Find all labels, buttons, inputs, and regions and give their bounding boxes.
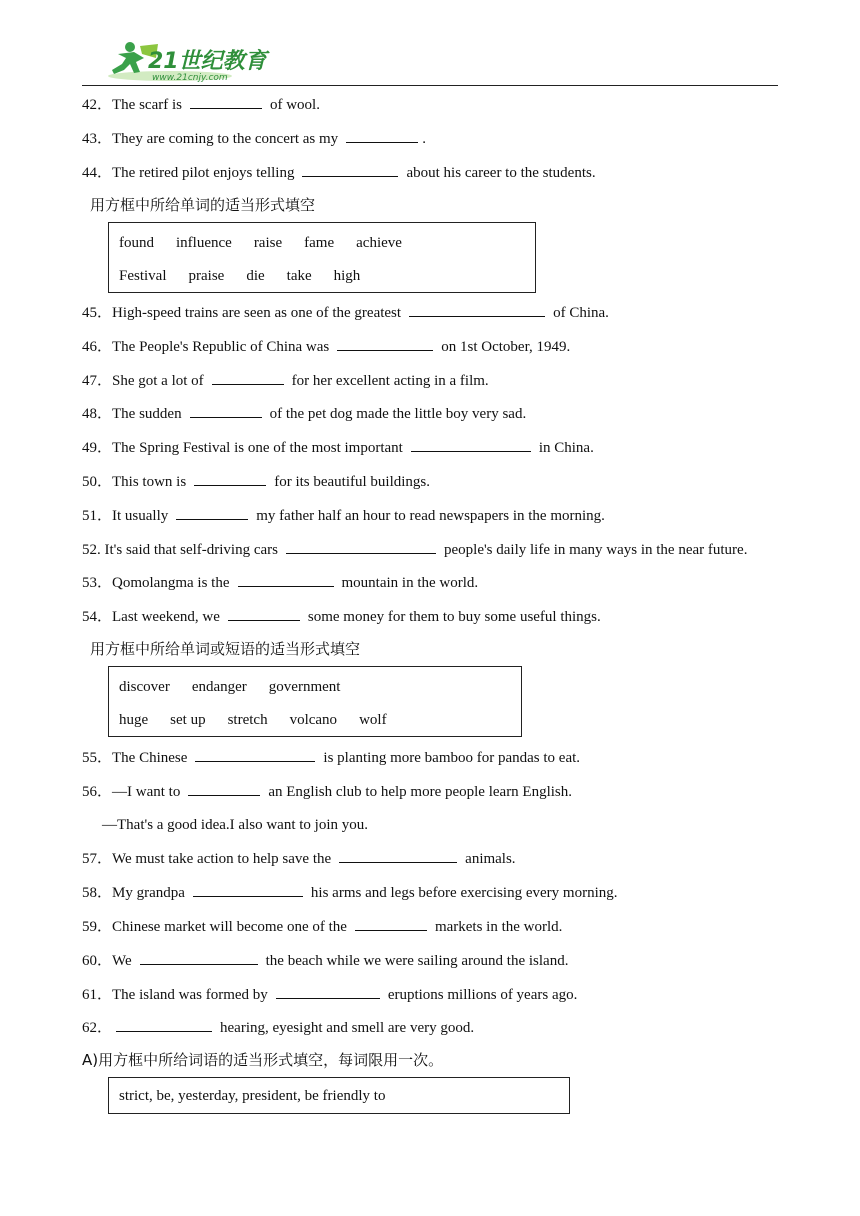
question-text: They are coming to the concert as my	[112, 131, 339, 147]
word: stretch	[227, 712, 268, 728]
answer-blank[interactable]	[116, 1017, 212, 1032]
question-number: 53．	[82, 575, 113, 592]
word: achieve	[356, 235, 402, 251]
question-number: 47．	[82, 372, 113, 389]
question-line	[82, 128, 426, 149]
question-number: 61．	[82, 986, 113, 1003]
question-line	[82, 984, 577, 1005]
answer-blank[interactable]	[140, 950, 258, 965]
question-text-end: the beach while we were sailing around the island.	[265, 952, 569, 969]
word: praise	[188, 268, 225, 284]
question-line	[82, 336, 570, 357]
question-text-end: for her excellent acting in a film.	[291, 372, 489, 389]
word: Festival	[119, 268, 167, 284]
logo-url: www.21cnjy.com	[152, 73, 228, 83]
question-line	[82, 882, 618, 903]
question-line	[82, 94, 320, 115]
section2-word-box	[108, 666, 522, 737]
question-text: —That's a good idea.I also want to join you.	[102, 816, 368, 833]
word: influence	[176, 235, 232, 251]
question-text: The retired pilot enjoys telling	[112, 165, 295, 181]
section1-row2	[119, 266, 382, 286]
question-line	[82, 606, 601, 627]
question-number: 42．	[82, 97, 113, 113]
section1-instruction: 用方框中所给单词的适当形式填空	[90, 196, 316, 214]
logo-brand: 21世纪教育	[148, 49, 267, 74]
word: set up	[170, 712, 206, 728]
question-number: 50．	[82, 474, 113, 490]
answer-blank[interactable]	[337, 336, 433, 351]
section2-row1	[119, 677, 362, 697]
question-text: It's said that self-driving cars	[104, 541, 278, 558]
question-number: 44．	[82, 165, 113, 181]
question-text: The Spring Festival is one of the most important	[112, 440, 403, 457]
question-text-end: an English club to help more people learn English.	[268, 783, 573, 800]
question-number: 62．	[82, 1020, 113, 1037]
answer-blank[interactable]	[195, 747, 315, 762]
answer-blank[interactable]	[339, 848, 457, 863]
question-number: 49．	[82, 440, 113, 457]
question-number: 55．	[82, 750, 113, 766]
question-text-end: for its beautiful buildings.	[274, 474, 431, 490]
question-text-end: people's daily life in many ways in the near future.	[444, 541, 748, 558]
question-text: Chinese market will become one of the	[112, 919, 347, 935]
question-line	[82, 302, 609, 323]
21cnjy-logo-icon	[100, 40, 270, 84]
question-line	[82, 505, 605, 526]
question-line	[82, 916, 562, 937]
question-text-end: .	[422, 131, 426, 147]
question-number: 45．	[82, 305, 113, 321]
question-number: 51．	[82, 507, 113, 524]
question-text: The sudden	[112, 406, 182, 423]
question-text: My grandpa	[112, 885, 185, 902]
question-text-end: on 1st October, 1949.	[441, 338, 571, 355]
question-line	[82, 162, 596, 183]
question-line	[82, 437, 594, 458]
section3-words: strict, be, yesterday, president, be friendly to	[119, 1088, 386, 1104]
question-text-end: of China.	[553, 305, 609, 321]
question-text: The People's Republic of China was	[112, 338, 330, 355]
question-text: Qomolangma is the	[112, 575, 230, 592]
section1-row1	[119, 233, 424, 253]
question-text-end: eruptions millions of years ago.	[387, 986, 578, 1003]
question-line	[82, 848, 516, 869]
answer-blank[interactable]	[302, 162, 398, 177]
answer-blank[interactable]	[286, 539, 436, 554]
question-text: She got a lot of	[112, 372, 204, 389]
answer-blank[interactable]	[188, 781, 260, 796]
question-line	[82, 370, 489, 391]
page-header	[100, 40, 780, 88]
word: volcano	[289, 712, 338, 728]
answer-blank[interactable]	[190, 403, 262, 418]
question-text-end: about his career to the students.	[406, 165, 596, 181]
question-number: 59．	[82, 919, 113, 935]
header-rule	[82, 85, 778, 86]
answer-blank[interactable]	[176, 505, 248, 520]
answer-blank[interactable]	[190, 94, 262, 109]
question-text: Last weekend, we	[112, 609, 220, 626]
question-line	[82, 1017, 474, 1038]
question-text-end: of the pet dog made the little boy very sad.	[269, 406, 527, 423]
answer-blank[interactable]	[212, 370, 284, 385]
question-text-end: my father half an hour to read newspapers in the morning.	[256, 507, 605, 524]
word: high	[333, 268, 361, 284]
section2-instruction: 用方框中所给单词或短语的适当形式填空	[90, 640, 361, 658]
question-line	[82, 572, 478, 593]
answer-blank[interactable]	[238, 572, 334, 587]
question-text-end: is planting more bamboo for pandas to eat.	[323, 750, 581, 766]
answer-blank[interactable]	[409, 302, 545, 317]
word: wolf	[359, 712, 387, 728]
question-text: —I want to	[112, 783, 181, 800]
question-number: 56．	[82, 783, 113, 800]
answer-blank[interactable]	[194, 471, 266, 486]
question-line	[82, 950, 568, 971]
question-text: This town is	[112, 474, 187, 490]
question-line	[82, 539, 747, 560]
question-text-end: mountain in the world.	[341, 575, 479, 592]
question-line	[82, 471, 430, 492]
section2-row2	[119, 710, 409, 730]
question-number: 54．	[82, 609, 113, 626]
question-text-end: animals.	[465, 851, 516, 868]
answer-blank[interactable]	[355, 916, 427, 931]
question-number: 57．	[82, 851, 113, 868]
question-text: High-speed trains are seen as one of the greatest	[112, 305, 402, 321]
section1-word-box	[108, 222, 536, 293]
question-text-end: his arms and legs before exercising every morning.	[310, 885, 618, 902]
section3-word-box	[108, 1077, 570, 1114]
question-text-end: some money for them to buy some useful things.	[307, 609, 601, 626]
word: government	[268, 679, 341, 695]
question-number: 52.	[82, 541, 105, 558]
question-text-end: hearing, eyesight and smell are very good.	[220, 1020, 475, 1037]
question-text: The island was formed by	[112, 986, 268, 1003]
question-text-end: in China.	[538, 440, 594, 457]
word: endanger	[191, 679, 247, 695]
question-text: The scarf is	[112, 97, 182, 113]
answer-blank[interactable]	[276, 984, 380, 999]
question-line	[102, 815, 368, 835]
question-number: 46．	[82, 338, 113, 355]
question-text-end: markets in the world.	[434, 919, 563, 935]
word: fame	[304, 235, 335, 251]
word: die	[246, 268, 265, 284]
question-line	[82, 781, 572, 802]
question-text: It usually	[112, 507, 169, 524]
answer-blank[interactable]	[346, 128, 418, 143]
question-text: The Chinese	[112, 750, 188, 766]
answer-blank[interactable]	[193, 882, 303, 897]
word: huge	[119, 712, 149, 728]
question-number: 58．	[82, 885, 113, 902]
question-number: 43．	[82, 131, 113, 147]
word: raise	[253, 235, 283, 251]
question-text: We	[112, 952, 132, 969]
question-number: 60．	[82, 952, 113, 969]
question-number: 48．	[82, 406, 113, 423]
answer-blank[interactable]	[411, 437, 531, 452]
answer-blank[interactable]	[228, 606, 300, 621]
word: discover	[119, 679, 170, 695]
section3-instruction: A)用方框中所给词语的适当形式填空，每词限用一次。	[82, 1051, 444, 1069]
question-text-end: of wool.	[269, 97, 320, 113]
question-text: We must take action to help save the	[112, 851, 332, 868]
word: found	[119, 235, 154, 251]
question-line	[82, 403, 526, 424]
word: take	[286, 268, 312, 284]
question-line	[82, 747, 580, 768]
